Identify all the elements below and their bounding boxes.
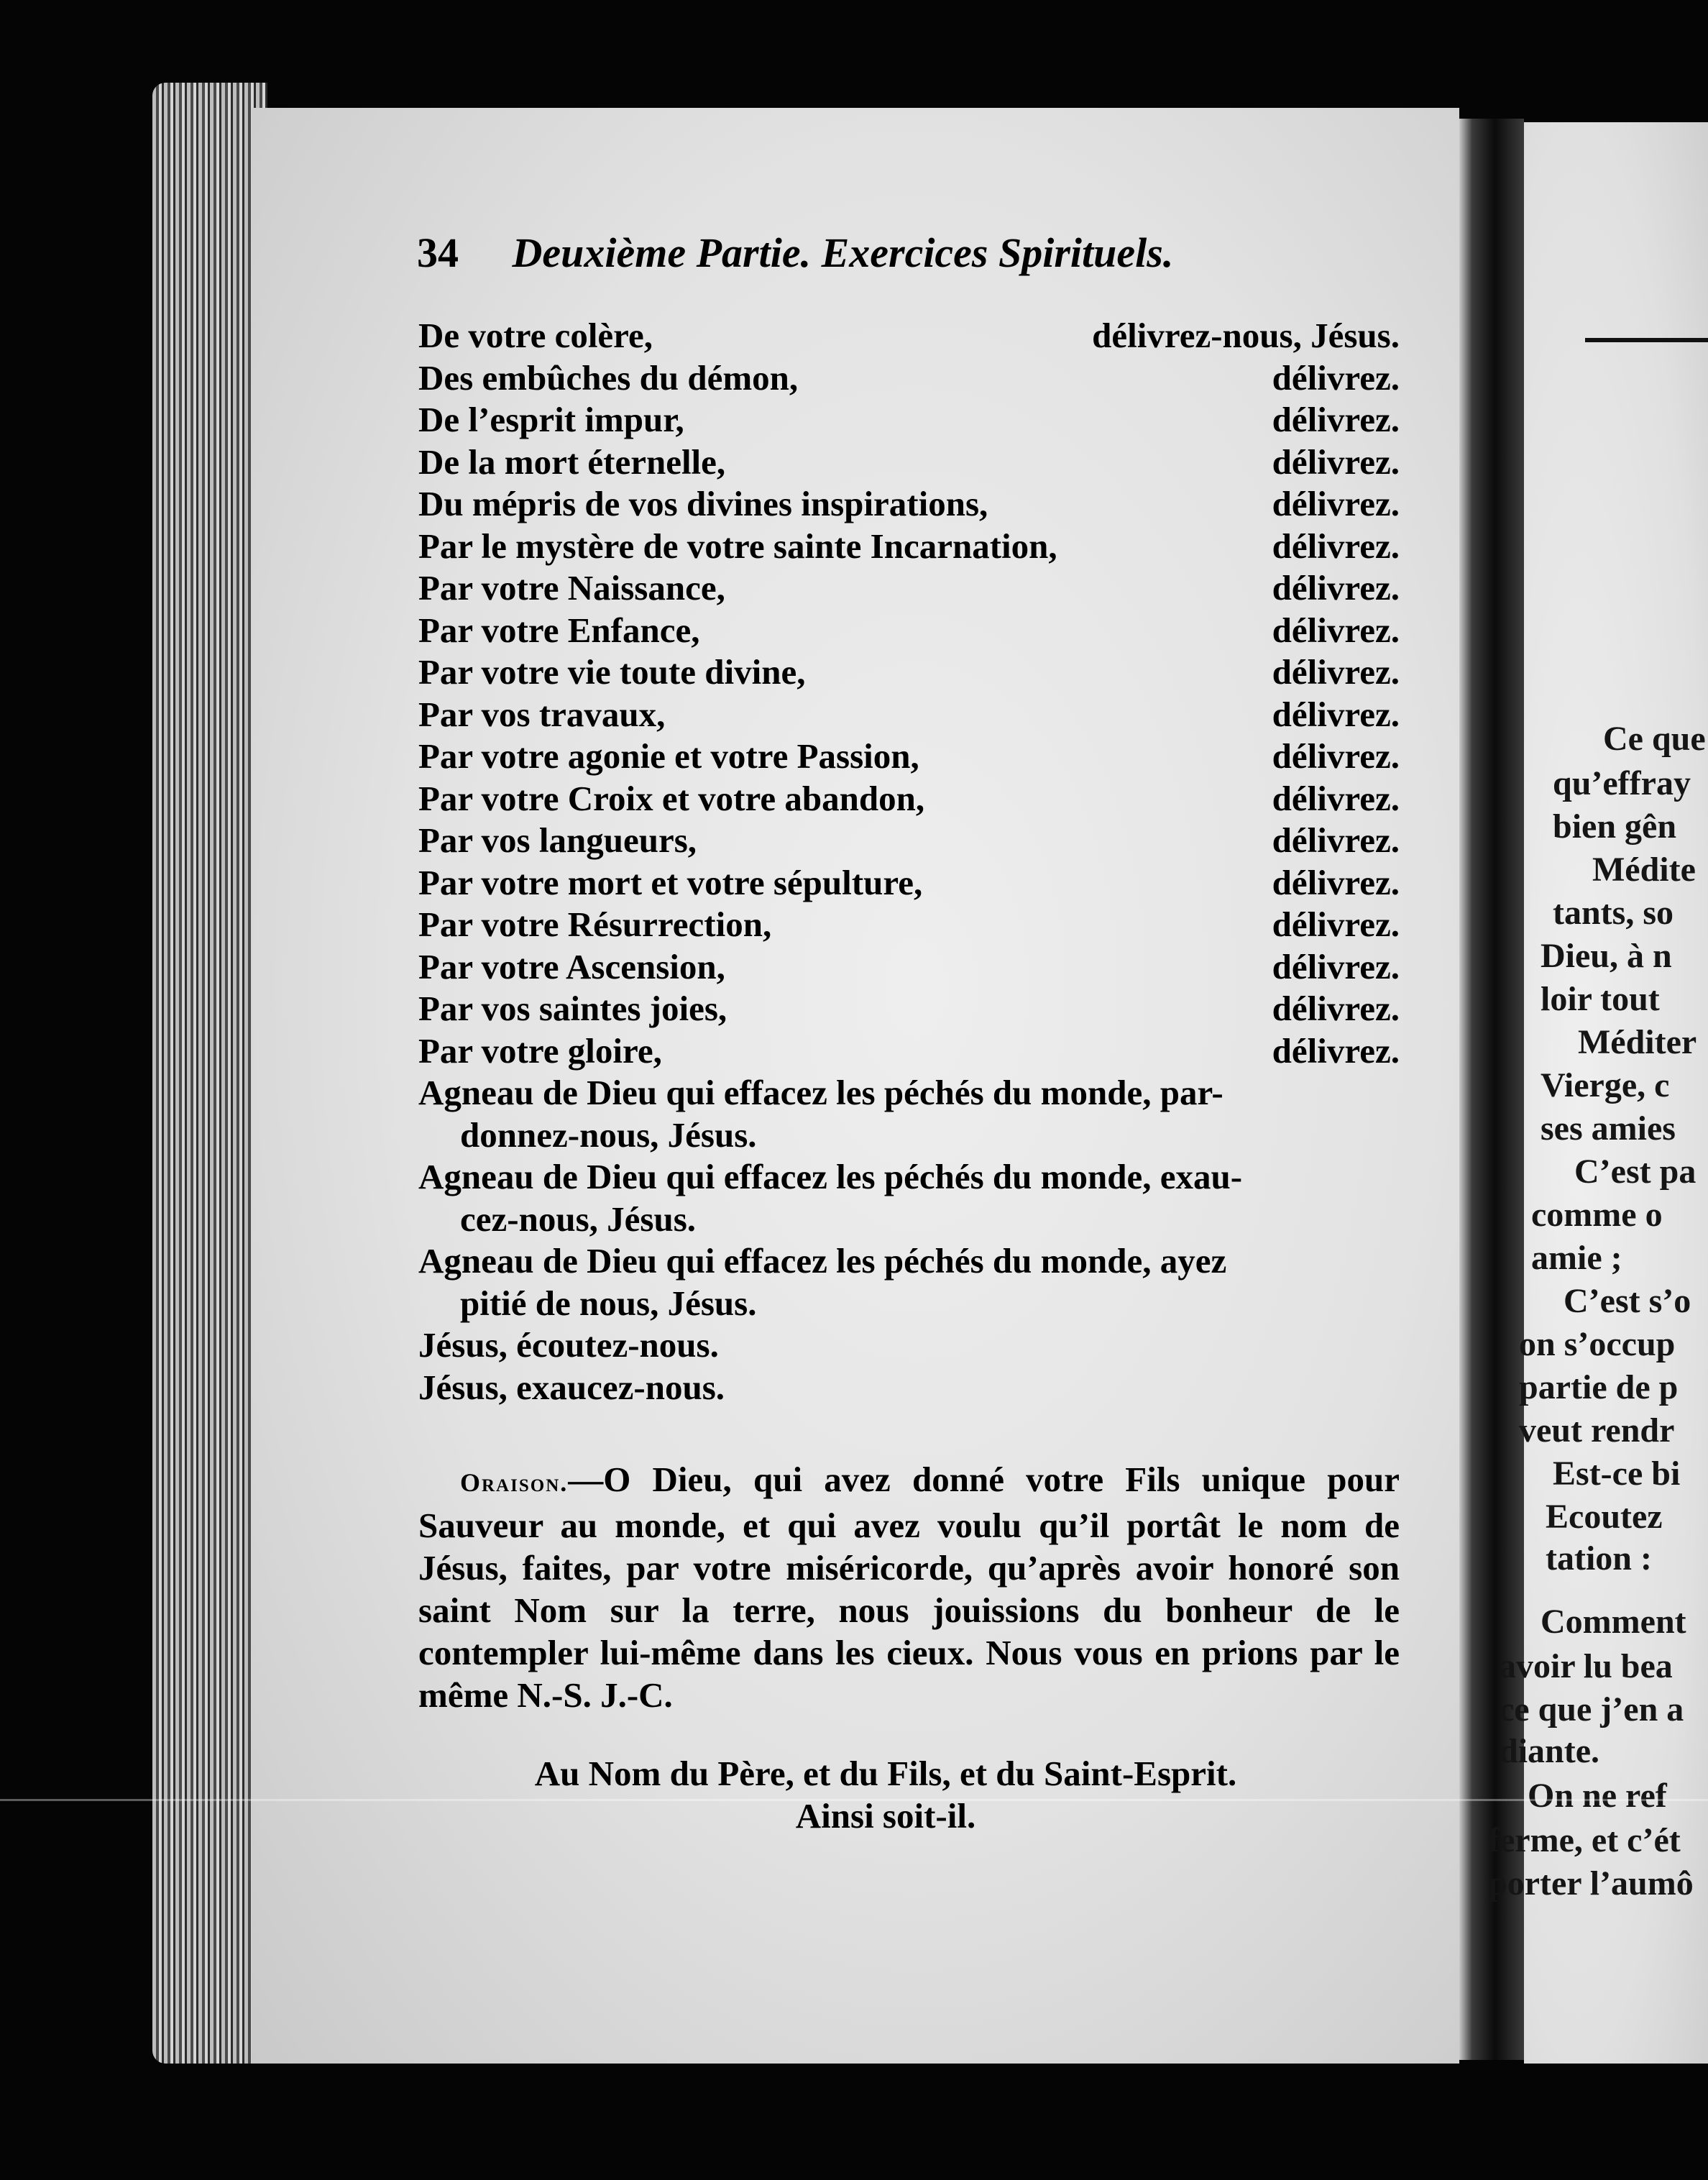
- invocation-text: Par votre Ascension,: [418, 946, 725, 986]
- response-text: délivrez.: [1272, 862, 1400, 902]
- invocation-text: Par votre Résurrection,: [418, 904, 772, 944]
- right-page-line: bien gên: [1553, 807, 1677, 846]
- closing: [418, 1752, 1353, 1837]
- response-text: délivrez.: [1272, 441, 1400, 482]
- invocation-text: Par vos saintes joies,: [418, 989, 727, 1028]
- right-page-line: Méditer: [1578, 1023, 1697, 1061]
- litany-line: [418, 778, 1400, 820]
- response-text: délivrez.: [1272, 652, 1400, 692]
- right-page-line: Est-ce bi: [1553, 1455, 1681, 1493]
- litany-line: [418, 357, 1400, 400]
- invocation-text: Par votre vie toute divine,: [418, 652, 806, 692]
- response-text: délivrez.: [1272, 526, 1400, 566]
- verse-continuation: cez-nous, Jésus.: [460, 1199, 697, 1239]
- response-text: délivrez.: [1272, 989, 1400, 1028]
- oraison-paragraph: [418, 1458, 1400, 1716]
- litany-line: [418, 315, 1400, 357]
- right-page-line: porter l’aumô: [1488, 1864, 1694, 1902]
- response-text: délivrez.: [1272, 1030, 1400, 1071]
- response-text: délivrez.: [1272, 357, 1400, 398]
- response-text: délivrez.: [1272, 400, 1400, 439]
- litany-line: [418, 904, 1400, 946]
- litany-line: [418, 1030, 1400, 1073]
- right-page-line: ferme, et c’ét: [1488, 1821, 1681, 1859]
- right-page-line: Dieu, à n: [1541, 937, 1672, 975]
- running-title: Deuxième Partie. Exercices Spirituels.: [512, 229, 1174, 276]
- verse-first-line: Agneau de Dieu qui effacez les péchés du monde, ayez: [418, 1241, 1227, 1281]
- invocation-text: Par votre Croix et votre abandon,: [418, 778, 925, 818]
- right-page-line: C’est pa: [1574, 1153, 1696, 1191]
- final-invocation: Jésus, exaucez-nous.: [418, 1367, 725, 1407]
- right-page-line: diante.: [1499, 1732, 1600, 1770]
- litany-line: [418, 483, 1400, 526]
- response-text: délivrez.: [1272, 778, 1400, 818]
- agnus-dei-verse: [418, 1240, 1400, 1324]
- oraison-text: —O Dieu, qui avez donné votre Fils unique pour Sauveur au monde, et qui avez voulu qu’il portât le nom de Jésus, faites, par votre miséricorde, qu’après avoir honoré son saint Nom sur la terre, nous jouissions du bonheur de le contempler lui-même dans les cieux. Nous vous en prions par le même N.-S. J.-C.: [418, 1460, 1400, 1715]
- invocation-text: Par votre agonie et votre Passion,: [418, 736, 919, 776]
- final-invocation: Jésus, écoutez-nous.: [418, 1325, 719, 1365]
- agnus-dei-verse: [418, 1072, 1400, 1156]
- invocation-text: De la mort éternelle,: [418, 441, 726, 482]
- response-text: délivrez.: [1272, 736, 1400, 776]
- response-text: délivrez-nous, Jésus.: [1092, 316, 1400, 355]
- litany-line: [418, 651, 1400, 694]
- verse-continuation: donnez-nous, Jésus.: [460, 1114, 757, 1155]
- litany-line: [418, 820, 1400, 862]
- invocation-text: Par votre mort et votre sépulture,: [418, 862, 923, 902]
- page-edges: [152, 83, 267, 2064]
- right-page-rule: [1585, 338, 1708, 342]
- response-text: délivrez.: [1272, 694, 1400, 734]
- invocation-text: Des embûches du démon,: [418, 357, 799, 398]
- right-page-line: Ecoutez: [1546, 1498, 1663, 1536]
- right-page-line: Ce que: [1603, 720, 1706, 758]
- invocation-text: De l’esprit impur,: [418, 400, 684, 439]
- response-text: délivrez.: [1272, 904, 1400, 944]
- right-page-line: tation :: [1546, 1539, 1652, 1577]
- right-page-line: Comment: [1541, 1603, 1686, 1641]
- right-page-line: tants, so: [1553, 894, 1674, 932]
- right-page-line: ce que j’en a: [1499, 1690, 1684, 1728]
- right-page-line: veut rendr: [1519, 1411, 1675, 1449]
- invocation-text: Par vos langueurs,: [418, 820, 697, 860]
- response-text: délivrez.: [1272, 946, 1400, 986]
- right-page-line: Vierge, c: [1541, 1066, 1670, 1104]
- right-page-line: avoir lu bea: [1499, 1647, 1673, 1685]
- litany-line: [418, 736, 1400, 778]
- invocation-text: Par le mystère de votre sainte Incarnation,: [418, 526, 1057, 566]
- verse-continuation: pitié de nous, Jésus.: [460, 1283, 757, 1323]
- right-page-line: C’est s’o: [1564, 1282, 1691, 1320]
- right-page-line: ses amies: [1541, 1109, 1676, 1148]
- litany-line: [418, 946, 1400, 989]
- litany-line: [418, 441, 1400, 484]
- right-page-line: Médite: [1592, 851, 1696, 889]
- closing-line-1: Au Nom du Père, et du Fils, et du Saint-Esprit.: [534, 1754, 1237, 1793]
- invocation-text: De votre colère,: [418, 316, 653, 355]
- litany-line: [418, 610, 1400, 652]
- right-page-line: qu’effray: [1553, 764, 1691, 802]
- invocation-text: Du mépris de vos divines inspirations,: [418, 484, 988, 523]
- right-page-line: amie ;: [1531, 1239, 1622, 1277]
- closing-line-2: Ainsi soit-il.: [795, 1796, 976, 1836]
- page-number: 34: [417, 229, 459, 276]
- right-page-line: loir tout: [1541, 980, 1660, 1018]
- verse-first-line: Agneau de Dieu qui effacez les péchés du monde, exau-: [418, 1157, 1243, 1196]
- agnus-dei-verse: [418, 1156, 1400, 1240]
- right-page-line: comme o: [1531, 1196, 1663, 1234]
- litany-line: [418, 862, 1400, 904]
- invocation-text: Par votre Naissance,: [418, 568, 725, 608]
- response-text: délivrez.: [1272, 610, 1400, 650]
- litany-line: [418, 694, 1400, 736]
- right-page-line: on s’occup: [1519, 1325, 1676, 1363]
- verse-first-line: Agneau de Dieu qui effacez les péchés du monde, par-: [418, 1073, 1223, 1112]
- invocation-text: Par votre Enfance,: [418, 610, 700, 650]
- litany-line: [418, 567, 1400, 610]
- scan-artifact-line: [0, 1799, 1708, 1801]
- response-text: délivrez.: [1272, 568, 1400, 608]
- right-page-line: On ne ref: [1528, 1777, 1667, 1815]
- running-head: [417, 229, 1423, 277]
- oraison-label: Oraison.: [460, 1468, 569, 1497]
- litany-line: [418, 988, 1400, 1030]
- litany-line: [418, 526, 1400, 568]
- response-text: délivrez.: [1272, 820, 1400, 860]
- response-text: délivrez.: [1272, 484, 1400, 523]
- invocation-text: Par votre gloire,: [418, 1030, 662, 1071]
- invocation-text: Par vos travaux,: [418, 694, 666, 734]
- litany-line: [418, 399, 1400, 441]
- right-page-line: partie de p: [1519, 1368, 1679, 1406]
- litany: [418, 315, 1400, 1409]
